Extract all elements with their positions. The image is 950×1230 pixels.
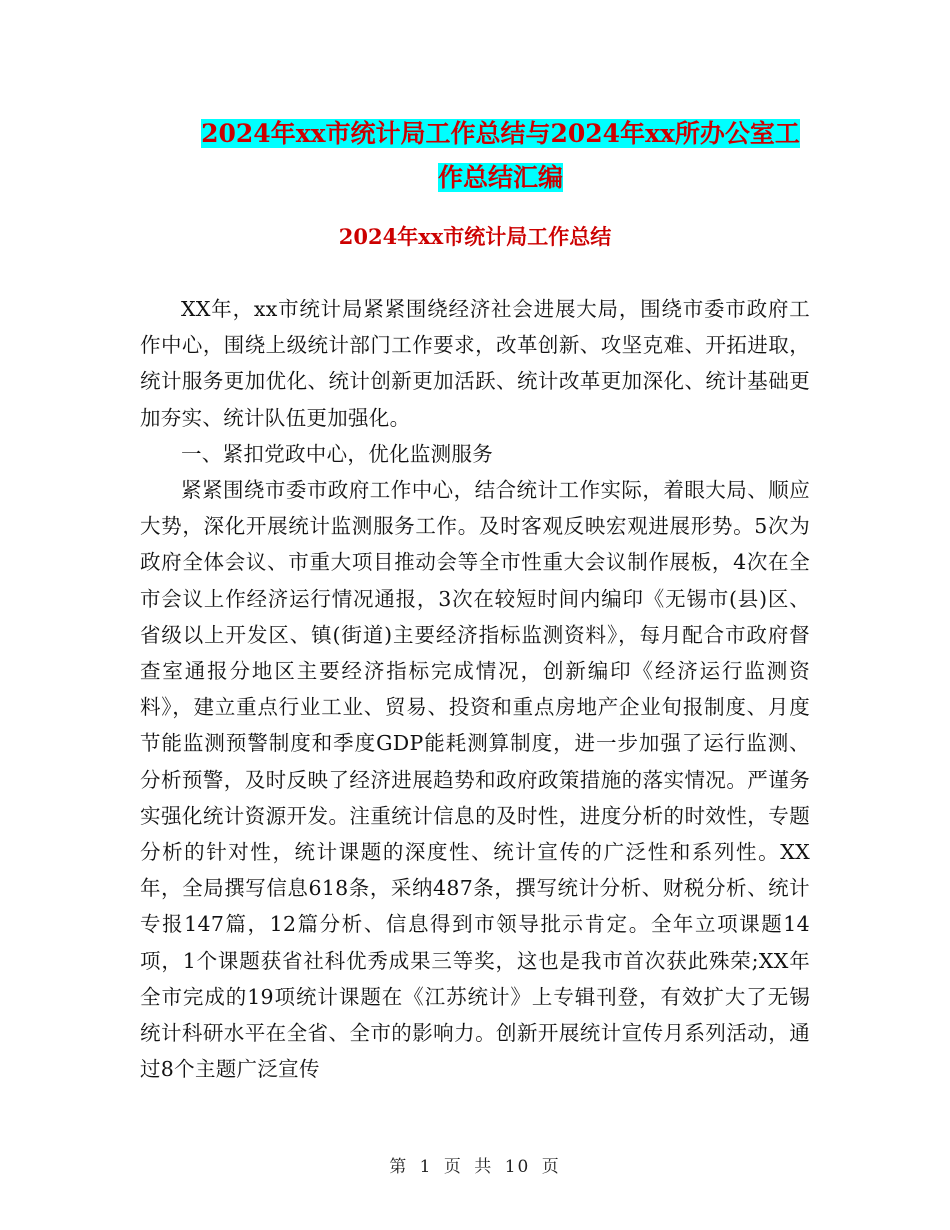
document-title-line-2: 作总结汇编 (437, 163, 563, 192)
section-title: 2024年xx市统计局工作总结 (338, 224, 612, 249)
document-title-line-1: 2024年xx市统计局工作总结与2024年xx所办公室工 (201, 119, 800, 148)
intro-paragraph: XX年，xx市统计局紧紧围绕经济社会进展大局，围绕市委市政府工作中心，围绕上级统计部门工作要求，改革创新、攻坚克难、开拓进取，统计服务更加优化、统计创新更加活跃、统计改革更加深化、统计基础更加夯实、统计队伍更加强化。 (140, 297, 810, 430)
section-heading-1: 一、紧扣党政中心，优化监测服务 (181, 441, 493, 466)
page-number-footer: 第 1 页 共 10 页 (389, 1157, 561, 1177)
document-body (140, 291, 810, 1087)
document-title (188, 112, 813, 200)
body-paragraph: 紧紧围绕市委市政府工作中心，结合统计工作实际，着眼大局、顺应大势，深化开展统计监测服务工作。及时客观反映宏观进展形势。5次为政府全体会议、市重大项目推动会等全市性重大会议制作展板，4次在全市会议上作经济运行情况通报，3次在较短时间内编印《无锡市(县)区、省级以上开发区、镇(街道)主要经济指标监测资料》，每月配合市政府督查室通报分地区主要经济指标完成情况，创新编印《经济运行监测资料》，建立重点行业工业、贸易、投资和重点房地产企业旬报制度、月度节能监测预警制度和季度GDP能耗测算制度，进一步加强了运行监测、分析预警，及时反映了经济进展趋势和政府政策措施的落实情况。严谨务实强化统计资源开发。注重统计信息的及时性，进度分析的时效性，专题分析的针对性，统计课题的深度性、统计宣传的广泛性和系列性。XX年，全局撰写信息618条，采纳487条，撰写统计分析、财税分析、统计专报147篇，12篇分析、信息得到市领导批示肯定。全年立项课题14项，1个课题获省社科优秀成果三等奖，这也是我市首次获此殊荣;XX年全市完成的19项统计课题在《江苏统计》上专辑刊登，有效扩大了无锡统计科研水平在全省、全市的影响力。创新开展统计宣传月系列活动，通过8个主题广泛宣传 (140, 478, 810, 1082)
